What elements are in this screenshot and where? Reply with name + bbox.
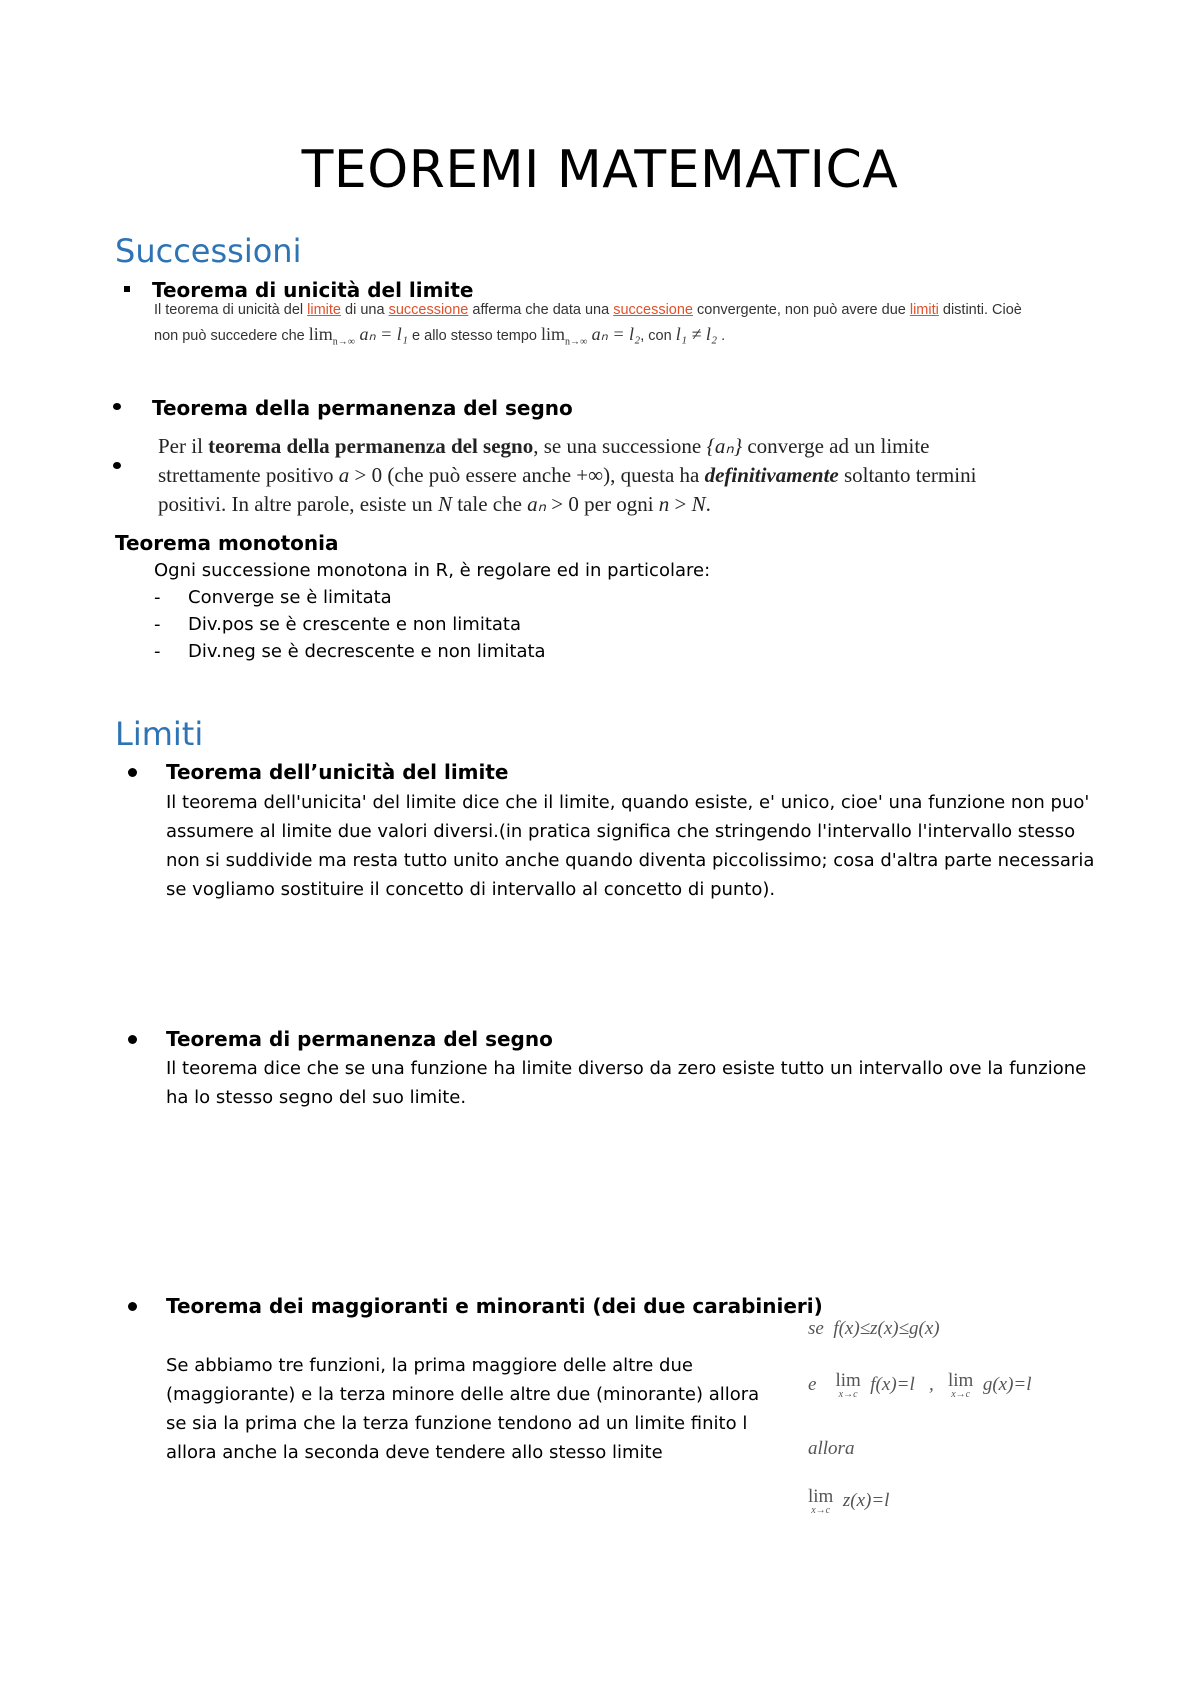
formula-text: e — [808, 1374, 817, 1395]
math-lim: $\lim_{n\to\infty} a_n = l_1$ — [308, 324, 409, 348]
paragraph-line: non si suddivide ma resta tutto unito anche quando diventa piccolissimo; cosa d'altra parte necessaria — [166, 850, 1095, 871]
formula-line-1 — [808, 1318, 940, 1340]
theorem-paragraph — [166, 1351, 759, 1467]
paragraph-line: Il teorema dice che se una funzione ha limite diverso da zero esiste tutto un intervallo ove la funzione — [166, 1058, 1087, 1079]
text: , con — [640, 328, 676, 344]
theorem-intro: Ogni successione monotona in R, è regolare ed in particolare: — [154, 560, 711, 581]
text: distinti. Cioè — [938, 302, 1022, 318]
theorem-title-permanenza-limiti: Teorema di permanenza del segno — [166, 1027, 553, 1051]
math-inequality: l₁ ≠ l₂ — [675, 324, 718, 344]
theorem-paragraph — [166, 1054, 1086, 1112]
formula-line-3: allora — [808, 1438, 855, 1459]
paragraph-line: positivi. In altre parole, esiste un N tale che aₙ > 0 per ogni n > N. — [158, 492, 711, 516]
formula-text: f(x)=l — [870, 1374, 915, 1395]
formula-text: g(x)=l — [982, 1374, 1032, 1395]
formula-line-4 — [808, 1486, 890, 1518]
formula-text: se — [808, 1318, 824, 1339]
text: . — [717, 328, 726, 344]
section-heading-limiti: Limiti — [115, 715, 204, 753]
theorem-paragraph — [166, 788, 1094, 904]
paragraph-line: se sia la prima che la terza funzione tendono ad un limite finito l — [166, 1413, 748, 1434]
paragraph-line: allora anche la seconda deve tendere allo stesso limite — [166, 1442, 663, 1463]
formula-text: , — [929, 1374, 934, 1395]
theorem-title-monotonia: Teorema monotonia — [115, 531, 339, 555]
formula-text: f(x)≤z(x)≤g(x) — [833, 1318, 940, 1339]
text: non può succedere che — [154, 328, 309, 344]
paragraph-line — [154, 302, 1022, 318]
dash-marker: - — [154, 587, 161, 608]
list-item-text: Div.pos se è crescente e non limitata — [188, 614, 521, 635]
bullet — [128, 768, 137, 777]
theorem-title-unicita-limiti: Teorema dell’unicità del limite — [166, 760, 509, 784]
paragraph-line: strettamente positivo a > 0 (che può essere anche +∞), questa ha definitivamente soltanto termini — [158, 463, 977, 487]
paragraph-line: Per il teorema della permanenza del segno, se una successione {aₙ} converge ad un limite — [158, 434, 930, 458]
formula-text: z(x)=l — [842, 1490, 890, 1511]
math-lim: $\lim_{n\to\infty} a_n = l_2$ — [541, 324, 641, 348]
paragraph-line: Se abbiamo tre funzioni, la prima maggiore delle altre due — [166, 1355, 693, 1376]
list-item-text: Div.neg se è decrescente e non limitata — [188, 641, 546, 662]
theorem-title-permanenza-successioni: Teorema della permanenza del segno — [152, 396, 573, 420]
lim-operator: lim x→c — [835, 1370, 861, 1400]
list-item-text: Converge se è limitata — [188, 587, 392, 608]
paragraph-line: (maggiorante) e la terza minore delle altre due (minorante) allora — [166, 1384, 760, 1405]
text: convergente, non può avere due — [693, 302, 910, 318]
link-successione[interactable]: successione — [613, 302, 693, 318]
paragraph-line: Il teorema dell'unicita' del limite dice che il limite, quando esiste, e' unico, cioe' una funzione non puo' — [166, 792, 1090, 813]
bullet — [124, 286, 130, 292]
list-item — [154, 611, 521, 638]
text: afferma che data una — [468, 302, 614, 318]
bullet — [113, 462, 121, 469]
theorem-title-carabinieri: Teorema dei maggioranti e minoranti (dei due carabinieri) — [166, 1294, 823, 1318]
link-limiti[interactable]: limiti — [909, 302, 939, 318]
text: e allo stesso tempo — [408, 328, 542, 344]
image-text-block — [158, 432, 976, 519]
bullet — [128, 1035, 137, 1044]
page-title: TEOREMI MATEMATICA — [301, 140, 899, 200]
paragraph-line: ha lo stesso segno del suo limite. — [166, 1087, 467, 1108]
section-heading-successioni: Successioni — [115, 232, 302, 270]
list-item — [154, 584, 392, 611]
dash-marker: - — [154, 614, 161, 635]
paragraph-line: assumere al limite due valori diversi.(in pratica significa che stringendo l'intervallo l'intervallo stesso — [166, 821, 1076, 842]
lim-operator: lim x→c — [808, 1486, 834, 1516]
bullet — [128, 1302, 137, 1311]
text: di una — [340, 302, 389, 318]
bullet — [113, 403, 121, 410]
theorem-title-unicita-successioni: Teorema di unicità del limite — [152, 278, 474, 302]
link-successione[interactable]: successione — [388, 302, 469, 318]
paragraph-line: se vogliamo sostituire il concetto di intervallo al concetto di punto). — [166, 879, 776, 900]
link-limite[interactable]: limite — [307, 302, 341, 318]
dash-marker: - — [154, 641, 161, 662]
paragraph-line — [154, 324, 725, 348]
text: Il teorema di unicità del — [154, 302, 308, 318]
lim-operator: lim x→c — [948, 1370, 974, 1400]
list-item — [154, 638, 546, 665]
formula-line-2 — [808, 1370, 1032, 1402]
